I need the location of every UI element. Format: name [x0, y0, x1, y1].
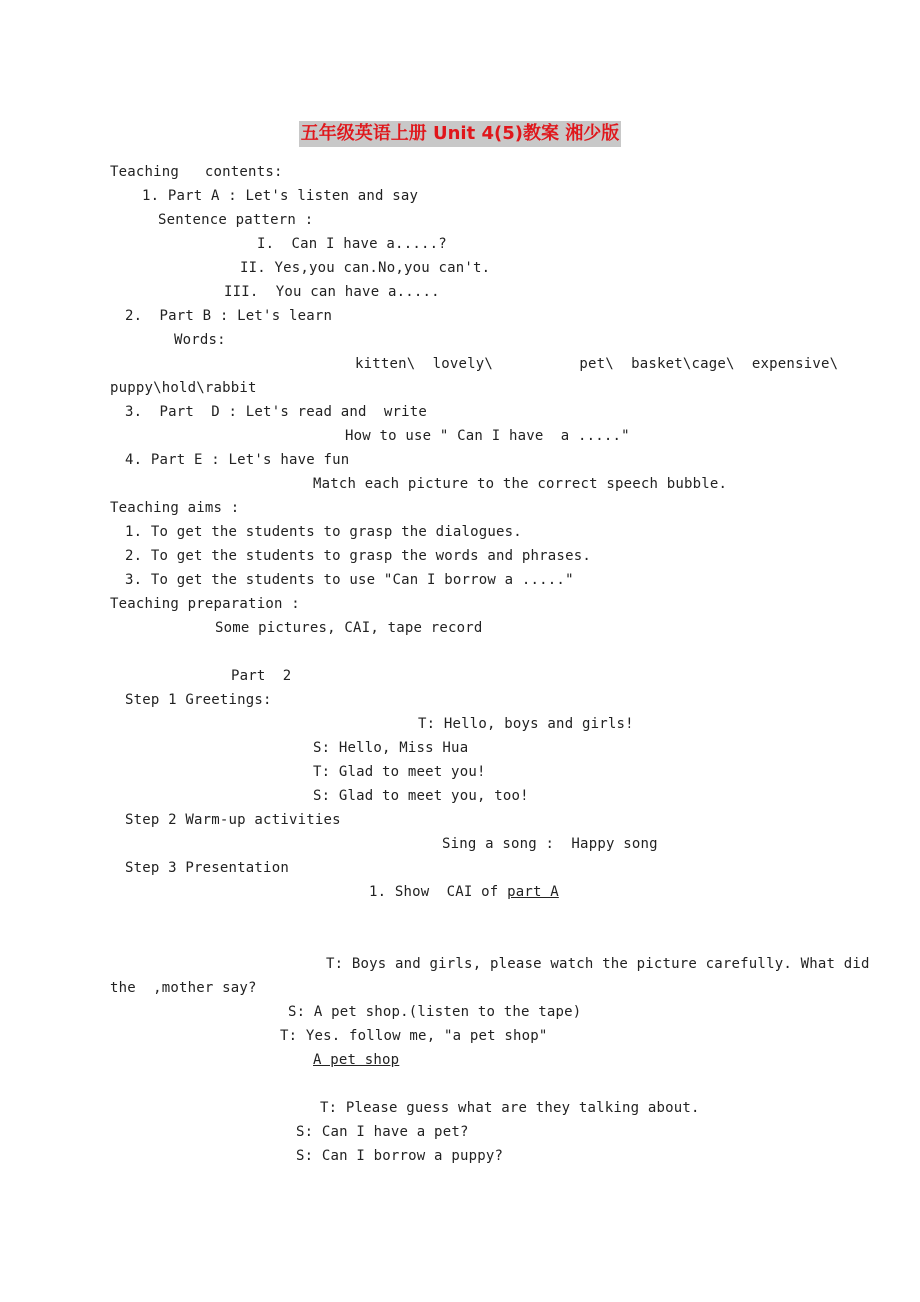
text-line: 2. Part B : Let's learn [125, 308, 333, 324]
text-line: Step 1 Greetings: [125, 692, 272, 708]
text-line: Match each picture to the correct speech bubble. [313, 476, 728, 492]
text-line: S: Glad to meet you, too! [313, 788, 529, 804]
text-line: the ,mother say? [110, 980, 257, 996]
text-line: T: Please guess what are they talking about. [320, 1100, 700, 1116]
text-line: Part 2 [231, 668, 292, 684]
document-title-wrap [0, 121, 920, 147]
text-line [369, 882, 559, 902]
text-line: Teaching aims : [110, 500, 240, 516]
document-title: 五年级英语上册 Unit 4(5)教案 湘少版 [299, 121, 622, 147]
text-line: III. You can have a..... [224, 284, 440, 300]
text-line: I. Can I have a.....? [257, 236, 447, 252]
text-line: Step 2 Warm-up activities [125, 812, 341, 828]
text-line-part: 1. Show CAI of [369, 884, 508, 900]
text-line: Sing a song : Happy song [442, 836, 658, 852]
text-line: S: A pet shop.(listen to the tape) [288, 1004, 582, 1020]
underlined-text: part A [507, 884, 559, 900]
text-line: T: Boys and girls, please watch the picture carefully. What did [326, 956, 870, 972]
text-line: kitten\ lovely\ pet\ basket\cage\ expensive\ [355, 356, 839, 372]
underlined-text: A pet shop [313, 1052, 400, 1068]
text-line: Words: [174, 332, 226, 348]
text-line: Sentence pattern : [158, 212, 314, 228]
text-line: T: Glad to meet you! [313, 764, 486, 780]
text-line: How to use " Can I have a ....." [345, 428, 630, 444]
text-line: Step 3 Presentation [125, 860, 289, 876]
text-line: Some pictures, CAI, tape record [215, 620, 483, 636]
text-line: 1. Part A : Let's listen and say [142, 188, 419, 204]
text-line: puppy\hold\rabbit [110, 380, 257, 396]
text-line: 3. Part D : Let's read and write [125, 404, 428, 420]
text-line: T: Hello, boys and girls! [418, 716, 634, 732]
text-line: Teaching preparation : [110, 596, 300, 612]
text-line: 4. Part E : Let's have fun [125, 452, 350, 468]
text-line: II. Yes,you can.No,you can't. [240, 260, 491, 276]
text-line: 1. To get the students to grasp the dialogues. [125, 524, 522, 540]
text-line: T: Yes. follow me, "a pet shop" [280, 1028, 548, 1044]
text-line: 3. To get the students to use "Can I borrow a ....." [125, 572, 574, 588]
text-line: 2. To get the students to grasp the words and phrases. [125, 548, 591, 564]
text-line: Teaching contents: [110, 164, 283, 180]
text-line: S: Can I borrow a puppy? [296, 1148, 504, 1164]
text-line: S: Can I have a pet? [296, 1124, 469, 1140]
text-line: S: Hello, Miss Hua [313, 740, 469, 756]
